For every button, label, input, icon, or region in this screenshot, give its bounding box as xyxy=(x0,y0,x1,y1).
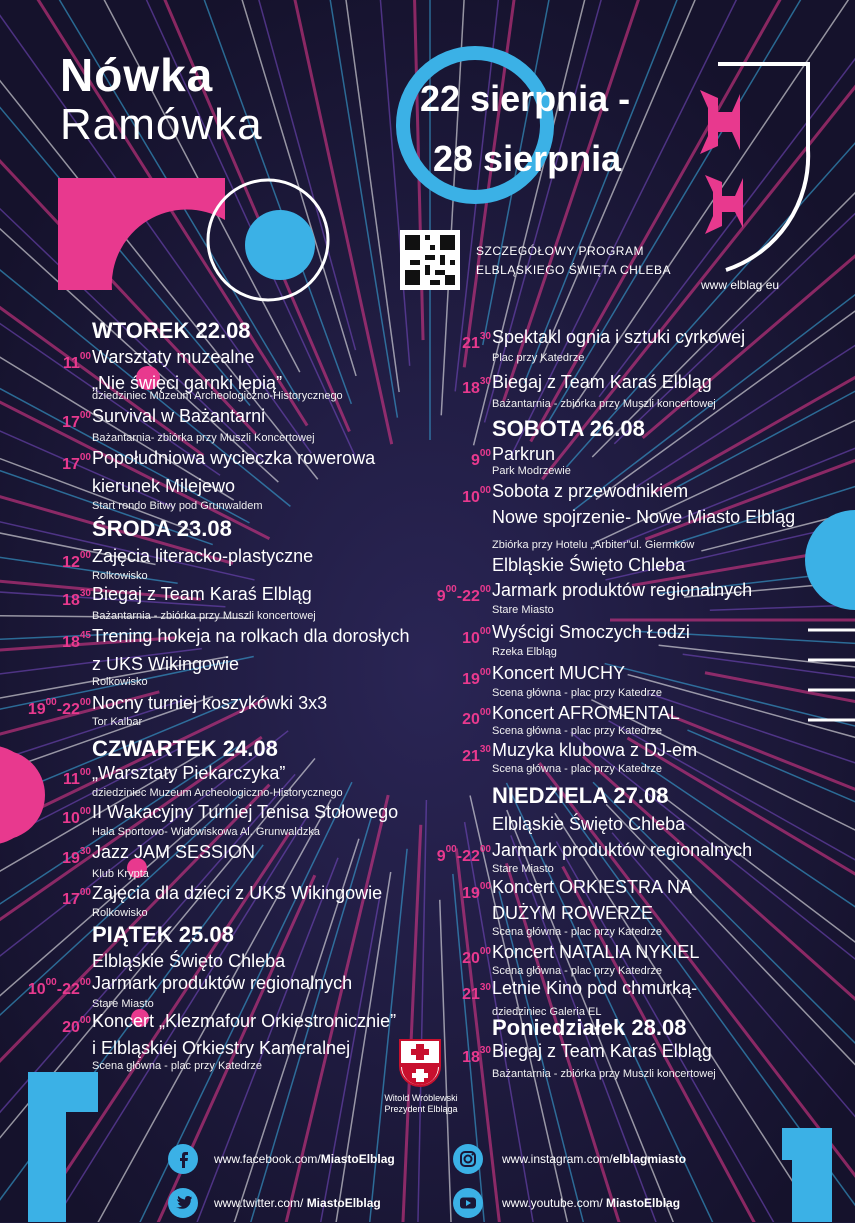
event-title: „Nie święci garnki lepią” xyxy=(92,373,283,393)
time-minutes: 00 xyxy=(79,887,91,898)
event-time xyxy=(437,584,491,606)
event-title: DUŻYM ROWERZE xyxy=(492,903,653,923)
event-time xyxy=(28,977,91,999)
time-hour: 19 xyxy=(27,701,46,718)
event-time xyxy=(462,982,491,1004)
program-info-text xyxy=(476,242,671,280)
event-time xyxy=(62,1015,91,1037)
time-minutes: 00 xyxy=(479,485,491,496)
signature xyxy=(366,1093,476,1115)
time-minutes: 00 xyxy=(445,844,457,855)
date-range-end: 28 sierpnia xyxy=(433,138,622,179)
day-heading: SOBOTA 26.08 xyxy=(492,416,645,441)
event-title: Zajęcia dla dzieci z UKS Wikingowie xyxy=(92,883,383,903)
facebook-link-prefix: www.facebook.com/ xyxy=(214,1152,321,1166)
event-location: Park Modrzewie xyxy=(492,465,571,477)
time-hour: 19 xyxy=(462,885,480,902)
time-minutes: 45 xyxy=(79,630,91,641)
event-time xyxy=(462,331,491,353)
time-hour: 10 xyxy=(462,630,480,647)
qr-code[interactable] xyxy=(400,230,460,290)
time-end-hour: 22 xyxy=(462,848,480,865)
time-hour: 19 xyxy=(462,671,480,688)
instagram-link[interactable] xyxy=(502,1152,686,1166)
time-minutes: 00 xyxy=(445,584,457,595)
time-minutes: 30 xyxy=(479,1045,491,1056)
event-location: Bażantarnia - zbiórka przy Muszli koncertowej xyxy=(92,610,316,622)
time-minutes: 00 xyxy=(79,351,91,362)
event-time xyxy=(462,946,491,968)
event-time xyxy=(462,485,491,507)
event-title: Koncert „Klezmafour Orkiestronicznie” xyxy=(92,1011,397,1031)
time-hour: 18 xyxy=(62,592,80,609)
time-minutes: 00 xyxy=(79,806,91,817)
event-title: Jarmark produktów regionalnych xyxy=(492,840,753,860)
event-time xyxy=(62,588,91,610)
time-minutes: 30 xyxy=(479,744,491,755)
day-heading: ŚRODA 23.08 xyxy=(92,516,232,541)
event-time xyxy=(62,452,91,474)
event-title: Spektakl ognia i sztuki cyrkowej xyxy=(492,327,746,347)
event-location: dziedziniec Muzeum Archeologiczno-Historycznego xyxy=(92,787,343,799)
event-title: Koncert AFROMENTAL xyxy=(492,703,680,723)
youtube-icon[interactable] xyxy=(453,1188,483,1218)
event-location: Scena główna - plac przy Katedrze xyxy=(92,1060,262,1072)
event-location: Rolkowisko xyxy=(92,907,148,919)
time-hour: 10 xyxy=(62,810,80,827)
time-minutes: 00 xyxy=(479,881,491,892)
event-title: Parkrun xyxy=(492,444,556,464)
day-heading: Poniedziałek 28.08 xyxy=(492,1015,687,1040)
event-location: Bażantarnia - zbiórka przy Muszli koncertowej xyxy=(492,398,716,410)
time-end-minutes: 00 xyxy=(479,584,491,595)
time-separator: - xyxy=(56,981,63,998)
time-minutes: 30 xyxy=(479,982,491,993)
event-time xyxy=(462,707,491,729)
time-minutes: 00 xyxy=(79,1015,91,1026)
instagram-link-prefix: www.instagram.com/ xyxy=(502,1152,613,1166)
time-hour: 18 xyxy=(462,380,480,397)
time-minutes: 00 xyxy=(479,626,491,637)
program-info-line2: ELBLĄSKIEGO ŚWIĘTA CHLEBA xyxy=(476,263,672,277)
event-title: Elbląskie Święto Chleba xyxy=(492,555,686,575)
facebook-icon[interactable] xyxy=(168,1144,198,1174)
event-location: Start rondo Bitwy pod Grunwaldem xyxy=(92,500,263,512)
time-minutes: 30 xyxy=(479,376,491,387)
time-minutes: 30 xyxy=(479,331,491,342)
event-title: Zajęcia literacko-plastyczne xyxy=(92,546,314,566)
event-time xyxy=(62,410,91,432)
event-title: Popołudniowa wycieczka rowerowa xyxy=(92,448,376,468)
time-hour: 18 xyxy=(62,634,80,651)
time-minutes: 00 xyxy=(45,697,57,708)
time-hour: 11 xyxy=(62,355,80,372)
event-title: Jarmark produktów regionalnych xyxy=(492,580,753,600)
event-time xyxy=(63,351,91,373)
time-minutes: 00 xyxy=(479,707,491,718)
time-minutes: 00 xyxy=(79,550,91,561)
city-crest xyxy=(398,1038,442,1093)
youtube-link-handle: MiastoElblag xyxy=(606,1196,681,1210)
event-title: kierunek Milejewo xyxy=(92,476,236,496)
time-hour: 19 xyxy=(62,850,80,867)
event-time xyxy=(62,846,91,868)
event-title: Koncert MUCHY xyxy=(492,663,626,683)
event-location: dziedziniec Muzeum Archeologiczno-Historycznego xyxy=(92,390,343,402)
day-heading: NIEDZIELA 27.08 xyxy=(492,783,669,808)
facebook-link-handle: MiastoElblag xyxy=(320,1152,395,1166)
event-title: i Elbląskiej Orkiestry Kameralnej xyxy=(92,1038,351,1058)
event-location: Stare Miasto xyxy=(492,863,554,875)
time-separator: - xyxy=(56,701,63,718)
time-hour: 9 xyxy=(436,848,446,865)
time-minutes: 00 xyxy=(479,448,491,459)
time-minutes: 30 xyxy=(79,846,91,857)
event-location: Scena główna - plac przy Katedrze xyxy=(492,687,662,699)
event-title: Biegaj z Team Karaś Elbląg xyxy=(492,1041,712,1061)
event-time xyxy=(471,448,491,470)
event-title: z UKS Wikingowie xyxy=(92,654,240,674)
event-title: Elbląskie Święto Chleba xyxy=(92,951,286,971)
time-hour: 10 xyxy=(462,489,480,506)
time-minutes: 00 xyxy=(79,452,91,463)
event-location: Bażantarnia - zbiórka przy Muszli koncertowej xyxy=(492,1068,716,1080)
twitter-link[interactable] xyxy=(214,1196,381,1210)
event-title: Trening hokeja na rolkach dla dorosłych xyxy=(92,626,410,646)
time-hour: 20 xyxy=(62,1019,80,1036)
event-location: Tor Kalbar xyxy=(92,716,143,728)
time-hour: 21 xyxy=(462,748,480,765)
event-title: II Wakacyjny Turniej Tenisa Stołowego xyxy=(92,802,399,822)
twitter-link-prefix: www.twitter.com/ xyxy=(214,1196,307,1210)
event-location: Rolkowisko xyxy=(92,570,148,582)
event-location: Bażantarnia- zbiórka przy Muszli Koncertowej xyxy=(92,432,315,444)
event-title: Survival w Bażantarni xyxy=(92,406,266,426)
event-location: Hala Sportowo- Widowiskowa Al. Grunwaldzka xyxy=(92,826,321,838)
event-time xyxy=(63,767,91,789)
event-title: Muzyka klubowa z DJ-em xyxy=(492,740,698,760)
signer-role: Prezydent Elbląga xyxy=(384,1104,458,1114)
event-location: Scena główna - plac przy Katedrze xyxy=(492,965,662,977)
time-hour: 21 xyxy=(462,335,480,352)
event-location: Zbiórka przy Hotelu „Arbiter”ul. Giermków xyxy=(492,539,695,551)
event-time xyxy=(462,626,491,648)
time-minutes: 00 xyxy=(479,667,491,678)
facebook-link[interactable] xyxy=(214,1152,395,1166)
event-time xyxy=(462,1045,491,1067)
date-range-start: 22 sierpnia - xyxy=(420,78,631,119)
time-end-hour: 22 xyxy=(62,981,80,998)
signer-name: Witold Wróblewski xyxy=(384,1093,458,1103)
event-title: Biegaj z Team Karaś Elbląg xyxy=(92,584,312,604)
event-title: Nowe spojrzenie- Nowe Miasto Elbląg xyxy=(492,507,796,527)
youtube-link-prefix: www.youtube.com/ xyxy=(502,1196,607,1210)
time-separator: - xyxy=(456,588,463,605)
event-time xyxy=(62,630,91,652)
event-title: Biegaj z Team Karaś Elbląg xyxy=(492,372,712,392)
event-time xyxy=(62,806,91,828)
poster-title-line1: Nówka xyxy=(60,49,214,101)
time-hour: 17 xyxy=(62,891,80,908)
event-location: Plac przy Katedrze xyxy=(492,352,585,364)
event-title: Nocny turniej koszykówki 3x3 xyxy=(92,693,328,713)
time-minutes: 00 xyxy=(479,946,491,957)
event-location: Scena główna - plac przy Katedrze xyxy=(492,763,662,775)
time-hour: 17 xyxy=(62,456,80,473)
youtube-link[interactable] xyxy=(502,1196,680,1210)
event-title: Letnie Kino pod chmurką- xyxy=(492,978,698,998)
time-hour: 11 xyxy=(62,771,80,788)
time-hour: 10 xyxy=(27,981,46,998)
event-time xyxy=(62,887,91,909)
time-hour: 20 xyxy=(462,711,480,728)
event-location: Stare Miasto xyxy=(492,604,554,616)
event-time xyxy=(462,744,491,766)
day-heading: WTOREK 22.08 xyxy=(92,318,251,343)
time-hour: 12 xyxy=(62,554,80,571)
event-location: Scena główna - plac przy Katedrze xyxy=(492,926,662,938)
event-location: Rzeka Elbląg xyxy=(492,646,557,658)
day-heading: CZWARTEK 24.08 xyxy=(92,736,278,761)
event-title: Wyścigi Smoczych Łodzi xyxy=(492,622,690,642)
time-end-hour: 22 xyxy=(62,701,80,718)
website-address[interactable]: www elblag eu xyxy=(701,278,780,292)
time-end-minutes: 00 xyxy=(79,977,91,988)
event-location: Stare Miasto xyxy=(92,998,154,1010)
event-title: „Warsztaty Piekarczyka” xyxy=(92,763,286,783)
twitter-icon[interactable] xyxy=(168,1188,198,1218)
event-title: Jarmark produktów regionalnych xyxy=(92,973,353,993)
poster-title-line2: Ramówka xyxy=(60,100,263,149)
time-hour: 9 xyxy=(470,452,480,469)
time-end-hour: 22 xyxy=(462,588,480,605)
event-time xyxy=(462,881,491,903)
time-hour: 9 xyxy=(436,588,446,605)
day-heading: PIĄTEK 25.08 xyxy=(92,922,234,947)
event-title: Elbląskie Święto Chleba xyxy=(492,814,686,834)
event-title: Sobota z przewodnikiem xyxy=(492,481,689,501)
twitter-link-handle: MiastoElblag xyxy=(306,1196,381,1210)
instagram-link-handle: elblagmiasto xyxy=(612,1152,687,1166)
time-hour: 18 xyxy=(462,1049,480,1066)
event-title: Jazz JAM SESSION xyxy=(92,842,256,862)
time-minutes: 00 xyxy=(79,767,91,778)
time-minutes: 30 xyxy=(79,588,91,599)
event-time xyxy=(462,376,491,398)
time-minutes: 00 xyxy=(79,410,91,421)
time-hour: 20 xyxy=(462,950,480,967)
event-title: Warsztaty muzealne xyxy=(92,347,255,367)
time-end-minutes: 00 xyxy=(79,697,91,708)
event-time xyxy=(62,550,91,572)
event-location: Rolkowisko xyxy=(92,676,148,688)
time-end-minutes: 00 xyxy=(479,844,491,855)
qr-code-pattern xyxy=(400,230,460,290)
time-separator: - xyxy=(456,848,463,865)
event-title: Koncert NATALIA NYKIEL xyxy=(492,942,700,962)
event-time xyxy=(462,667,491,689)
event-time xyxy=(28,697,91,719)
instagram-icon[interactable] xyxy=(453,1144,483,1174)
program-info-line1: SZCZEGÓŁOWY PROGRAM xyxy=(476,244,644,258)
event-location: dziedziniec Galeria EL xyxy=(492,1006,602,1018)
event-location: Scena główna - plac przy Katedrze xyxy=(492,725,662,737)
event-location: Klub Krypta xyxy=(92,868,149,880)
time-hour: 17 xyxy=(62,414,80,431)
event-title: Koncert ORKIESTRA NA xyxy=(492,877,693,897)
time-minutes: 00 xyxy=(45,977,57,988)
time-hour: 21 xyxy=(462,986,480,1003)
elblag-crest-icon xyxy=(398,1038,442,1088)
event-time xyxy=(437,844,491,866)
